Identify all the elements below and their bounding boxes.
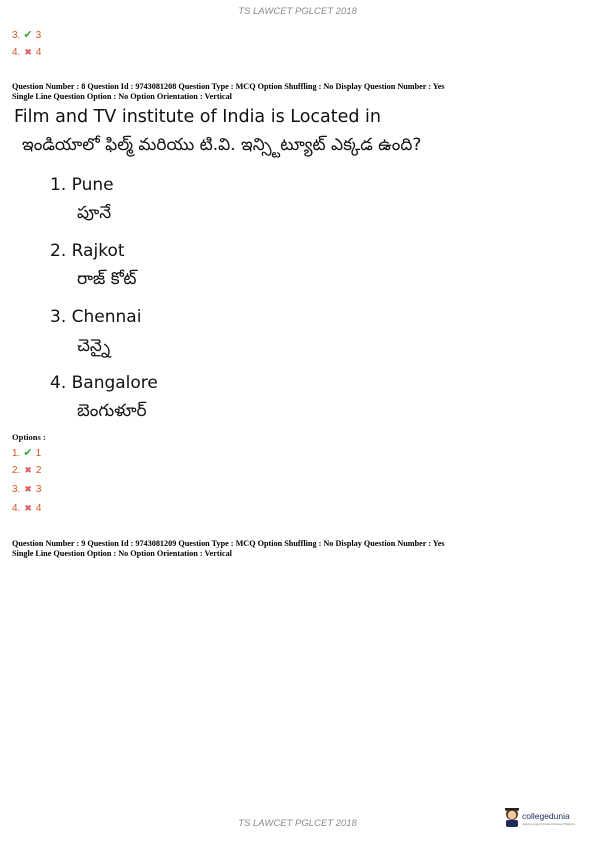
prev-option-3 bbox=[12, 28, 41, 41]
options-label: Options : bbox=[12, 432, 46, 442]
check-icon: ✔ bbox=[23, 29, 33, 41]
option-value: 1 bbox=[35, 448, 42, 459]
choice-3-english: 3. Chennai bbox=[50, 307, 142, 327]
choice-2-english: 2. Rajkot bbox=[50, 241, 125, 261]
cross-icon: ✖ bbox=[24, 484, 32, 494]
choice-3-telugu: చెన్నై bbox=[77, 336, 111, 356]
collegedunia-logo bbox=[503, 806, 521, 832]
question-text-telugu: ఇండియాలో ఫిల్మ్ మరియు టి.వి. ఇన్స్టిట్యూట్ ఎక్కడ ఉంది? bbox=[22, 135, 422, 155]
logo-tagline: India's Largest Student Review Platform bbox=[522, 822, 576, 826]
logo-text: collegedunia bbox=[522, 811, 570, 821]
choice-4-telugu: బెంగుళూర్ bbox=[77, 401, 147, 421]
option-2 bbox=[12, 465, 41, 476]
question-text-english: Film and TV institute of India is Located in bbox=[14, 107, 382, 127]
option-value: 3 bbox=[35, 484, 42, 495]
choice-2-telugu: రాజ్ కోట్ bbox=[77, 269, 137, 289]
option-number: 4. bbox=[12, 503, 21, 514]
option-value: 2 bbox=[35, 465, 42, 476]
option-number: 3. bbox=[12, 30, 21, 41]
check-icon: ✔ bbox=[23, 447, 33, 459]
question-meta-line-1: Question Number : 8 Question Id : 9743081208 Question Type : MCQ Option Shuffling : No Display Question Number : Yes bbox=[12, 82, 445, 91]
choice-1-english: 1. Pune bbox=[50, 175, 114, 195]
option-value: 4 bbox=[35, 47, 42, 58]
choice-1-telugu: పూనే bbox=[77, 203, 112, 223]
option-value: 3 bbox=[35, 30, 42, 41]
page-footer: TS LAWCET PGLCET 2018 bbox=[238, 818, 357, 829]
option-value: 4 bbox=[35, 503, 42, 514]
option-4 bbox=[12, 503, 41, 514]
page-header: TS LAWCET PGLCET 2018 bbox=[238, 6, 357, 17]
cross-icon: ✖ bbox=[24, 503, 32, 513]
choice-4-english: 4. Bangalore bbox=[50, 373, 158, 393]
mascot-icon bbox=[503, 806, 521, 828]
option-1 bbox=[12, 446, 41, 459]
option-number: 3. bbox=[12, 484, 21, 495]
cross-icon: ✖ bbox=[24, 47, 32, 57]
question-meta-line-2: Single Line Question Option : No Option Orientation : Vertical bbox=[12, 91, 232, 101]
prev-option-4 bbox=[12, 47, 41, 58]
question-meta bbox=[12, 82, 445, 101]
option-number: 4. bbox=[12, 47, 21, 58]
option-number: 2. bbox=[12, 465, 21, 476]
question-meta bbox=[12, 539, 445, 558]
option-number: 1. bbox=[12, 448, 21, 459]
question-meta-line-1: Question Number : 9 Question Id : 9743081209 Question Type : MCQ Option Shuffling : No Display Question Number : Yes bbox=[12, 539, 445, 548]
cross-icon: ✖ bbox=[24, 465, 32, 475]
option-3 bbox=[12, 484, 41, 495]
question-meta-line-2: Single Line Question Option : No Option Orientation : Vertical bbox=[12, 548, 232, 558]
